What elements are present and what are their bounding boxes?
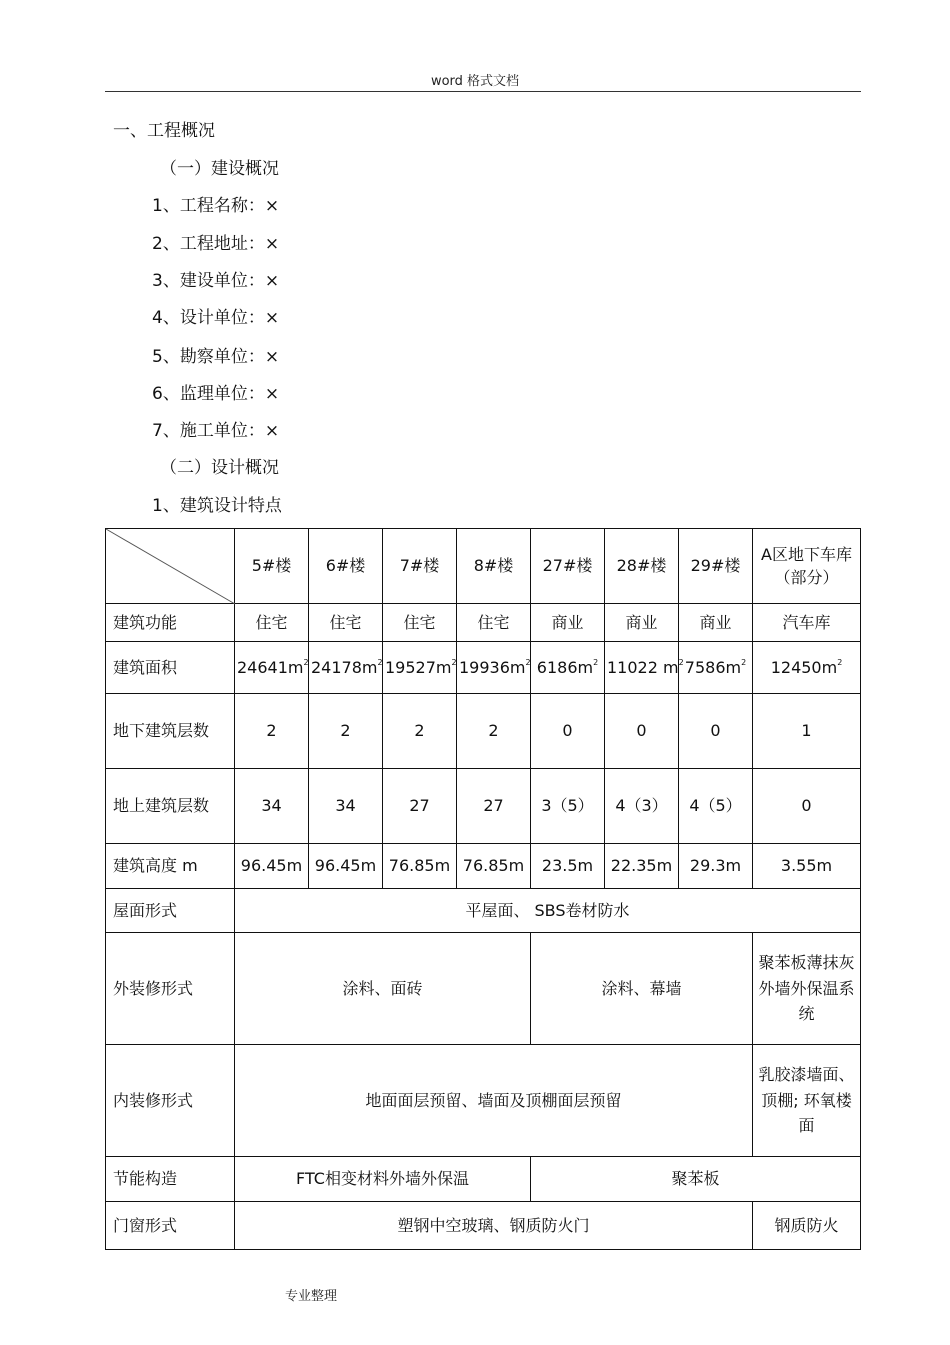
table-cell xyxy=(383,642,457,694)
table-cell: 塑钢中空玻璃、钢质防火门 xyxy=(235,1202,753,1250)
table-cell: 2 xyxy=(457,694,531,769)
table-row xyxy=(106,604,861,642)
table-row xyxy=(106,844,861,889)
table-row xyxy=(106,933,861,1045)
table-cell: 4（5） xyxy=(679,769,753,844)
unit-superscript: 2 xyxy=(303,657,309,667)
table-cell: 27 xyxy=(457,769,531,844)
row-label: 内装修形式 xyxy=(106,1045,235,1157)
unit-superscript: 2 xyxy=(377,657,383,667)
table-header-row xyxy=(106,529,861,604)
table-row xyxy=(106,1202,861,1250)
table-cell: 涂料、面砖 xyxy=(235,933,531,1045)
table-cell: 乳胶漆墙面、顶棚; 环氧楼面 xyxy=(753,1045,861,1157)
area-value: 6186m xyxy=(536,657,594,677)
table-cell: 4（3） xyxy=(605,769,679,844)
table-cell: FTC相变材料外墙外保温 xyxy=(235,1157,531,1202)
list-item: 2、工程地址：× xyxy=(152,234,280,254)
table-cell: 96.45m xyxy=(235,844,309,889)
unit-superscript: 2 xyxy=(525,657,531,667)
table-cell: 聚苯板薄抹灰外墙外保温系统 xyxy=(753,933,861,1045)
unit-superscript: 2 xyxy=(593,657,599,667)
diagonal-line xyxy=(106,529,235,604)
table-cell xyxy=(235,642,309,694)
column-header: 7#楼 xyxy=(383,529,457,604)
table-cell: 涂料、幕墙 xyxy=(531,933,753,1045)
area-value: 19936m xyxy=(459,657,526,677)
section-heading: 一、工程概况 xyxy=(113,121,215,141)
area-value: 7586m xyxy=(684,657,742,677)
column-header: 27#楼 xyxy=(531,529,605,604)
table-cell: 住宅 xyxy=(235,604,309,642)
table-cell: 汽车库 xyxy=(753,604,861,642)
row-label: 建筑面积 xyxy=(106,642,235,694)
design-features-table xyxy=(105,528,861,1250)
column-header: 6#楼 xyxy=(309,529,383,604)
table-row xyxy=(106,1045,861,1157)
table-cell: 0 xyxy=(531,694,605,769)
table-cell: 3.55m xyxy=(753,844,861,889)
table-cell xyxy=(679,642,753,694)
table-cell: 2 xyxy=(383,694,457,769)
table-cell: 3（5） xyxy=(531,769,605,844)
row-label: 地上建筑层数 xyxy=(106,769,235,844)
table-cell xyxy=(457,642,531,694)
row-label: 建筑功能 xyxy=(106,604,235,642)
area-value: 24641m xyxy=(237,657,304,677)
list-item: 6、监理单位：× xyxy=(152,384,280,404)
area-value: 12450m xyxy=(770,657,838,677)
page-header-title: word 格式文档 xyxy=(430,74,520,89)
table-cell: 商业 xyxy=(605,604,679,642)
area-value: 11022 m xyxy=(607,657,679,677)
column-header: 28#楼 xyxy=(605,529,679,604)
table-cell: 平屋面、 SBS卷材防水 xyxy=(235,889,861,933)
table-cell: 34 xyxy=(235,769,309,844)
list-item: 3、建设单位：× xyxy=(152,271,280,291)
table-cell: 住宅 xyxy=(309,604,383,642)
column-header: 5#楼 xyxy=(235,529,309,604)
list-item: 1、建筑设计特点 xyxy=(152,496,282,516)
table-cell: 聚苯板 xyxy=(531,1157,861,1202)
table-row xyxy=(106,769,861,844)
table-cell: 钢质防火 xyxy=(753,1202,861,1250)
table-cell: 76.85m xyxy=(457,844,531,889)
list-item: 5、勘察单位：× xyxy=(152,347,280,367)
row-label: 建筑高度 m xyxy=(106,844,235,889)
row-label: 屋面形式 xyxy=(106,889,235,933)
table-row xyxy=(106,694,861,769)
table-row xyxy=(106,1157,861,1202)
table-cell: 0 xyxy=(605,694,679,769)
table-row xyxy=(106,642,861,694)
table-cell: 地面面层预留、墙面及顶棚面层预留 xyxy=(235,1045,753,1157)
table-cell: 96.45m xyxy=(309,844,383,889)
table-cell: 29.3m xyxy=(679,844,753,889)
column-header: A区地下车库（部分） xyxy=(753,529,861,604)
list-item: 1、工程名称：× xyxy=(152,196,280,216)
unit-superscript: 2 xyxy=(451,657,457,667)
row-label: 门窗形式 xyxy=(106,1202,235,1250)
row-label: 节能构造 xyxy=(106,1157,235,1202)
table-cell: 0 xyxy=(753,769,861,844)
table-cell xyxy=(605,642,684,694)
area-value: 19527m xyxy=(385,657,452,677)
table-cell: 23.5m xyxy=(531,844,605,889)
unit-superscript: 2 xyxy=(837,657,843,667)
subsection-heading: （一）建设概况 xyxy=(160,159,279,179)
table-cell: 住宅 xyxy=(383,604,457,642)
table-cell: 商业 xyxy=(531,604,605,642)
table-cell: 2 xyxy=(309,694,383,769)
page-footer: 专业整理 xyxy=(285,1289,338,1304)
table-cell: 商业 xyxy=(679,604,753,642)
list-item: 4、设计单位：× xyxy=(152,308,280,328)
diagonal-corner-cell xyxy=(106,529,235,604)
table-cell: 1 xyxy=(753,694,861,769)
column-header: 8#楼 xyxy=(457,529,531,604)
table-cell: 34 xyxy=(309,769,383,844)
table-row xyxy=(106,889,861,933)
table-cell xyxy=(531,642,605,694)
table-cell: 76.85m xyxy=(383,844,457,889)
area-value: 24178m xyxy=(311,657,378,677)
table-cell: 2 xyxy=(235,694,309,769)
table-cell: 0 xyxy=(679,694,753,769)
table-cell: 住宅 xyxy=(457,604,531,642)
table-cell xyxy=(309,642,383,694)
table-cell: 27 xyxy=(383,769,457,844)
column-header: 29#楼 xyxy=(679,529,753,604)
row-label: 外装修形式 xyxy=(106,933,235,1045)
header-divider xyxy=(105,91,861,92)
subsection-heading: （二）设计概况 xyxy=(160,458,279,478)
table-cell: 22.35m xyxy=(605,844,679,889)
list-item: 7、施工单位：× xyxy=(152,421,280,441)
row-label: 地下建筑层数 xyxy=(106,694,235,769)
unit-superscript: 2 xyxy=(678,657,684,667)
unit-superscript: 2 xyxy=(741,657,747,667)
table-cell xyxy=(753,642,861,694)
